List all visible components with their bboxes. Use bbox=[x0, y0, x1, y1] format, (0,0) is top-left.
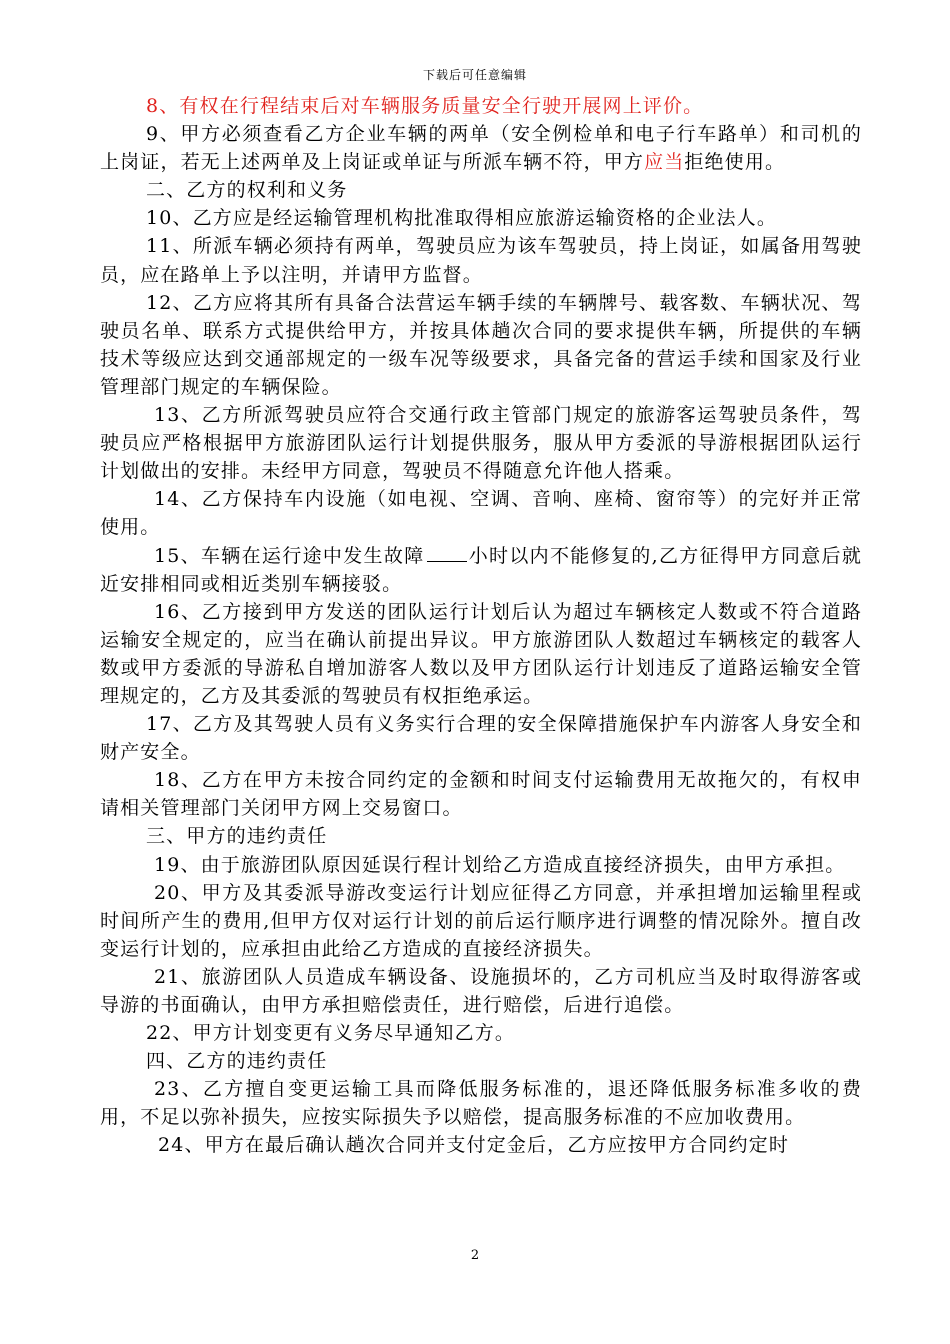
clause-22: 22、甲方计划变更有义务尽早通知乙方。 bbox=[146, 1022, 516, 1045]
clause-15-text-b: 小时以内不能修复的,乙方征得甲方同意后就近安排相同或相近类别车辆接驳。 bbox=[100, 544, 862, 595]
clause-11: 11、所派车辆必须持有两单，驾驶员应为该车驾驶员，持上岗证，如属备用驾驶员，应在路单上予以注明，并请甲方监督。 bbox=[100, 235, 862, 286]
clause-9-text-a: 9、甲方必须查看乙方企业车辆的两单（安全例检单和电子行车路单）和司机的上岗证，若无上述两单及上岗证或单证与所派车辆不符，甲方 bbox=[100, 123, 862, 174]
clause-18: 18、乙方在甲方未按合同约定的金额和时间支付运输费用无故拖欠的，有权申请相关管理部门关闭甲方网上交易窗口。 bbox=[100, 769, 862, 820]
clause-15-text-a: 15、车辆在运行途中发生故障 bbox=[154, 544, 425, 567]
clause-8: 8、有权在行程结束后对车辆服务质量安全行驶开展网上评价。 bbox=[146, 95, 704, 117]
clause-21: 21、旅游团队人员造成车辆设备、设施损坏的，乙方司机应当及时取得游客或导游的书面确认，由甲方承担赔偿责任，进行赔偿，后进行追偿。 bbox=[100, 965, 862, 1016]
clause-9-text-b: 拒绝使用。 bbox=[684, 151, 786, 174]
clause-14: 14、乙方保持车内设施（如电视、空调、音响、座椅、窗帘等）的完好并正常使用。 bbox=[100, 488, 862, 539]
page-number: 2 bbox=[470, 1248, 480, 1263]
section-heading-3: 三、甲方的违约责任 bbox=[146, 825, 328, 848]
section-heading-2: 二、乙方的权利和义务 bbox=[146, 179, 348, 202]
clause-12: 12、乙方应将其所有具备合法营运车辆手续的车辆牌号、载客数、车辆状况、驾驶员名单、联系方式提供给甲方，并按具体趟次合同的要求提供车辆，所提供的车辆技术等级应达到交通部规定的一级车况等级要求，具备完备的营运手续和国家及行业管理部门规定的车辆保险。 bbox=[100, 291, 862, 398]
clause-17: 17、乙方及其驾驶人员有义务实行合理的安全保障措施保护车内游客人身安全和财产安全。 bbox=[100, 713, 862, 764]
clause-20: 20、甲方及其委派导游改变运行计划应征得乙方同意，并承担增加运输里程或时间所产生的费用,但甲方仅对运行计划的前后运行顺序进行调整的情况除外。擅自改变运行计划的，应承担由此给乙方造成的直接经济损失。 bbox=[100, 881, 862, 960]
section-heading-4: 四、乙方的违约责任 bbox=[146, 1050, 328, 1073]
fill-in-blank bbox=[427, 543, 467, 562]
clause-19: 19、由于旅游团队原因延误行程计划给乙方造成直接经济损失，由甲方承担。 bbox=[154, 853, 846, 876]
clause-9-highlight: 应当 bbox=[644, 151, 685, 174]
clause-13: 13、乙方所派驾驶员应符合交通行政主管部门规定的旅游客运驾驶员条件，驾驶员应严格根据甲方旅游团队运行计划提供服务，服从甲方委派的导游根据团队运行计划做出的安排。未经甲方同意，驾驶员不得随意允许他人搭乘。 bbox=[100, 404, 862, 483]
clause-16: 16、乙方接到甲方发送的团队运行计划后认为超过车辆核定人数或不符合道路运输安全规定的，应当在确认前提出异议。甲方旅游团队人数超过车辆核定的载客人数或甲方委派的导游私自增加游客人数以及甲方团队运行计划违反了道路运输安全管理规定的，乙方及其委派的驾驶员有权拒绝承运。 bbox=[100, 600, 862, 707]
clause-23: 23、乙方擅自变更运输工具而降低服务标准的，退还降低服务标准多收的费用，不足以弥补损失，应按实际损失予以赔偿，提高服务标准的不应加收费用。 bbox=[100, 1078, 862, 1129]
page-header: 下载后可任意编辑 bbox=[422, 68, 527, 82]
clause-15 bbox=[100, 542, 862, 598]
clause-10: 10、乙方应是经运输管理机构批准取得相应旅游运输资格的企业法人。 bbox=[146, 207, 777, 230]
clause-9 bbox=[100, 120, 862, 176]
clause-24: 24、甲方在最后确认趟次合同并支付定金后，乙方应按甲方合同约定时 bbox=[158, 1134, 789, 1157]
document-body bbox=[100, 92, 862, 1160]
